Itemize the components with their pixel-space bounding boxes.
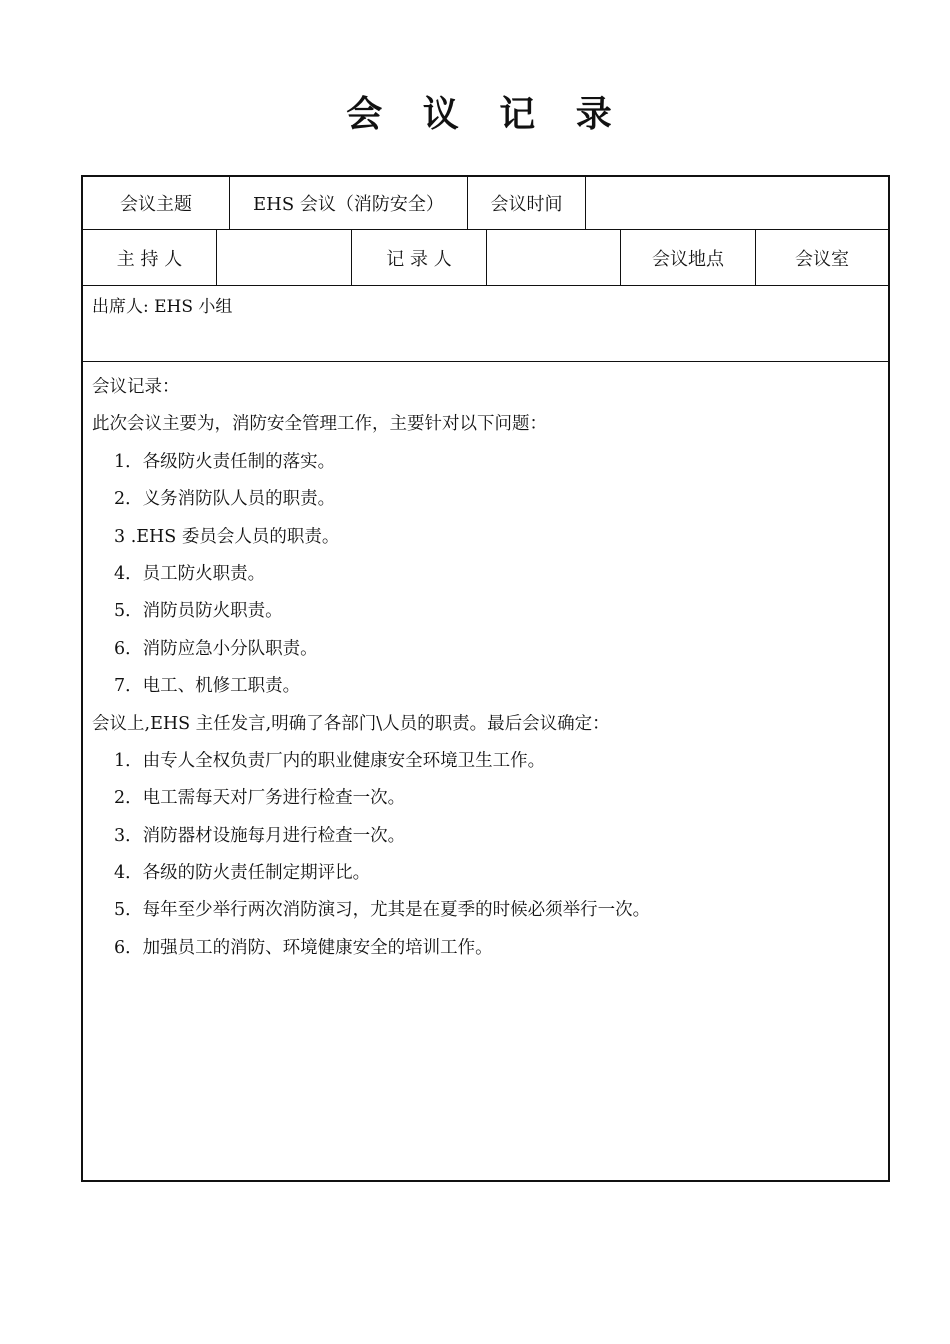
issue-item: 3 .EHS 委员会人员的职责。 xyxy=(114,526,340,547)
recorder-label: 记 录 人 xyxy=(352,230,487,285)
location-label: 会议地点 xyxy=(621,230,756,285)
decision-item: 5．每年至少举行两次消防演习，尤其是在夏季的时候必须举行一次。 xyxy=(114,900,651,921)
topic-value: EHS 会议（消防安全） xyxy=(230,177,468,229)
issue-item: 7．电工、机修工职责。 xyxy=(114,676,301,697)
recorder-value xyxy=(487,230,621,285)
decision-item: 2．电工需每天对厂务进行检查一次。 xyxy=(114,788,406,809)
header-row-topic xyxy=(83,177,888,230)
attendees: 出席人: EHS 小组 xyxy=(92,297,233,317)
time-value xyxy=(586,177,888,229)
meeting-notes xyxy=(92,369,880,967)
decision-item: 1．由专人全权负责厂内的职业健康安全环境卫生工作。 xyxy=(114,750,546,771)
notes-heading: 会议记录： xyxy=(92,377,180,397)
issue-item: 4．员工防火职责。 xyxy=(114,563,266,584)
issue-item: 1．各级防火责任制的落实。 xyxy=(114,451,336,472)
decision-item: 4．各级的防火责任制定期评比。 xyxy=(114,863,371,884)
decision-item: 3．消防器材设施每月进行检查一次。 xyxy=(114,825,406,846)
time-label: 会议时间 xyxy=(468,177,586,229)
host-label: 主 持 人 xyxy=(83,230,217,285)
issue-item: 6．消防应急小分队职责。 xyxy=(114,638,318,659)
attendees-row xyxy=(83,286,888,362)
notes-intro: 此次会议主要为，消防安全管理工作，主要针对以下问题： xyxy=(92,414,547,435)
page-title: 会 议 记 录 xyxy=(346,94,626,135)
location-value: 会议室 xyxy=(795,248,849,270)
issue-item: 5．消防员防火职责。 xyxy=(114,601,283,622)
decision-item: 6．加强员工的消防、环境健康安全的培训工作。 xyxy=(114,937,493,958)
topic-label: 会议主题 xyxy=(83,177,230,229)
issue-item: 2．义务消防队人员的职责。 xyxy=(114,489,336,510)
host-value xyxy=(217,230,352,285)
conclusion-intro: 会议上,EHS 主任发言,明确了各部门\人员的职责。最后会议确定： xyxy=(92,713,610,734)
meeting-record-form xyxy=(81,175,890,1182)
header-row-host xyxy=(83,230,888,286)
